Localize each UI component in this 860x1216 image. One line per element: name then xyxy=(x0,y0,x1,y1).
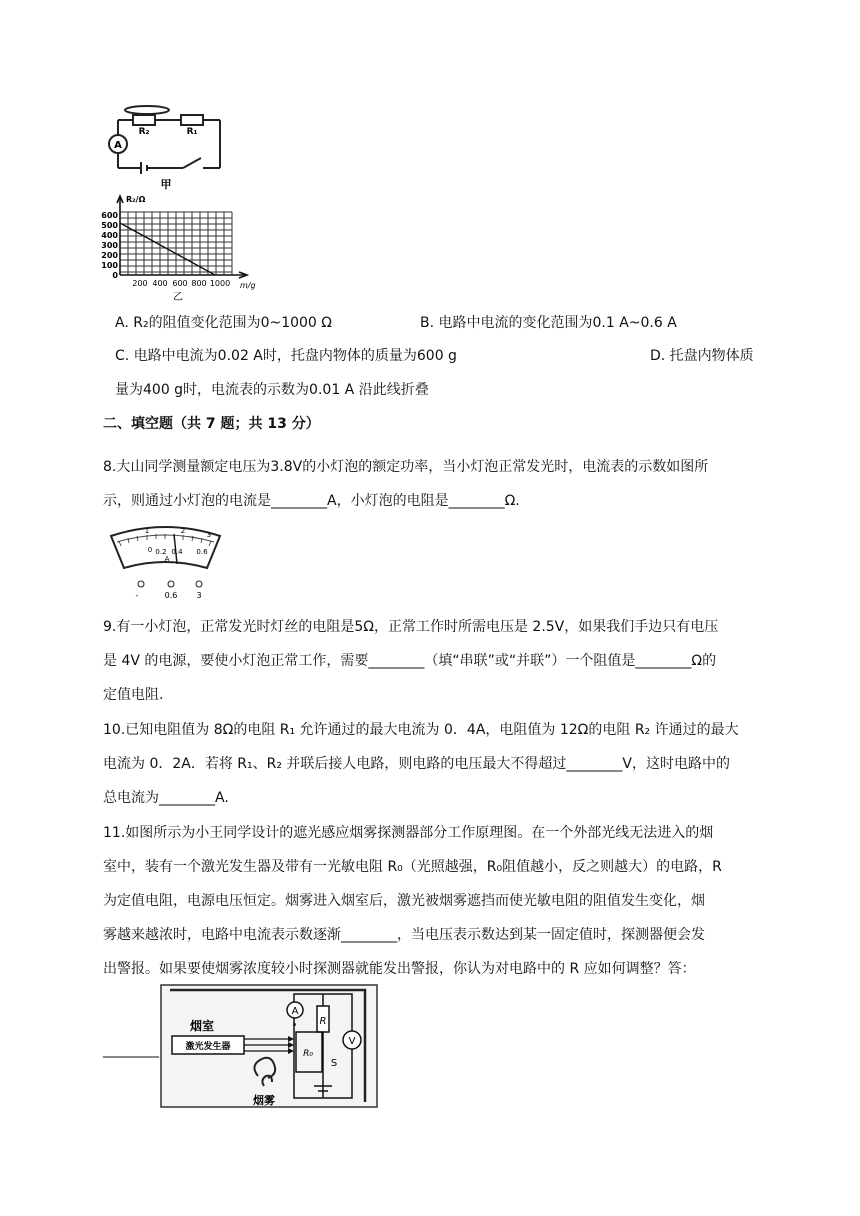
question-11-line: 雾越来越浓时，电路中电流表示数逐渐________，当电压表示数达到某一固定值时，探测器便会发 xyxy=(103,927,705,943)
y-tick: 0 xyxy=(112,271,118,280)
question-9-line: 定值电阻. xyxy=(103,687,164,703)
circuit-diagram-jia xyxy=(103,100,233,192)
caption-yi: 乙 xyxy=(173,292,183,303)
scale-bottom-0: 0 xyxy=(147,546,153,554)
scale-top-3: 3 xyxy=(206,531,212,539)
x-axis-label: m/g xyxy=(240,281,256,290)
question-10 xyxy=(103,713,758,815)
x-tick: 400 xyxy=(152,279,168,288)
r1-label: R₁ xyxy=(186,127,198,137)
scale-bottom-3: 0.6 xyxy=(196,548,208,556)
y-tick: 400 xyxy=(101,231,118,240)
question-9 xyxy=(103,610,758,712)
option-d: D. 托盘内物体质 xyxy=(650,348,754,364)
y-tick: 500 xyxy=(101,221,118,230)
option-d-continued: 量为400 g时，电流表的示数为0.01 A 沿此线折叠 xyxy=(115,382,429,398)
section-title: 二、填空题（共 7 题；共 13 分） xyxy=(103,416,320,432)
scale-top-2: 2 xyxy=(180,527,186,535)
scale-bottom-1: 0.2 xyxy=(155,548,167,556)
r-label: R xyxy=(319,1016,327,1027)
question-11-line: 为定值电阻，电源电压恒定。烟雾进入烟室后，激光被烟雾遮挡而使光敏电阻的阻值发生变化，烟 xyxy=(103,893,705,909)
option-b: B. 电路中电流的变化范围为0.1 A~0.6 A xyxy=(420,315,677,331)
option-c: C. 电路中电流为0.02 A时，托盘内物体的质量为600 g xyxy=(115,348,457,364)
x-tick: 200 xyxy=(132,279,148,288)
y-axis-label: R₂/Ω xyxy=(126,195,146,204)
terminal-3: 3 xyxy=(196,591,202,600)
graph-yi xyxy=(98,192,263,304)
r2-label: R₂ xyxy=(138,127,150,137)
terminal-0-6: 0.6 xyxy=(164,591,178,600)
y-tick: 200 xyxy=(101,251,118,260)
question-8 xyxy=(103,450,758,518)
question-11 xyxy=(103,816,758,986)
y-tick: 600 xyxy=(101,211,118,220)
laser-label: 激光发生器 xyxy=(185,1042,231,1052)
question-10-line: 10.已知电阻值为 8Ω的电阻 R₁ 允许通过的最大电流为 0．4A，电阻值为 12Ω的电阻 R₂ 许通过的最大 xyxy=(103,722,739,738)
scale-top-1: 1 xyxy=(144,527,150,535)
ammeter-label: A xyxy=(114,140,122,151)
option-a: A. R₂的阻值变化范围为0~1000 Ω xyxy=(115,315,332,331)
question-11-line: 出警报。如果要使烟雾浓度较小时探测器就能发出警报，你认为对电路中的 R 应如何调整？答： xyxy=(103,961,696,977)
question-9-line: 9.有一小灯泡，正常发光时灯丝的电阻是5Ω，正常工作时所需电压是 2.5V，如果我们手边只有电压 xyxy=(103,619,719,635)
question-8-line: 示，则通过小灯泡的电流是________A，小灯泡的电阻是________Ω. xyxy=(103,493,520,509)
terminal-minus: - xyxy=(135,591,139,600)
question-10-line: 电流为 0．2A．若将 R₁、R₂ 并联后接人电路，则电路的电压最大不得超过________V，这时电路中的 xyxy=(103,756,730,772)
smoke-label: 烟雾 xyxy=(253,1094,275,1107)
caption-jia: 甲 xyxy=(160,178,172,191)
x-tick: 600 xyxy=(172,279,188,288)
x-tick: 1000 xyxy=(209,279,231,288)
switch-label: S xyxy=(330,1058,338,1069)
answer-blank: ________ xyxy=(103,1042,159,1058)
y-tick: 100 xyxy=(101,261,118,270)
x-tick: 800 xyxy=(191,279,207,288)
question-9-line: 是 4V 的电源，要使小灯泡正常工作，需要________（填“串联”或“并联”）一个阻值是________Ω的 xyxy=(103,653,717,669)
ammeter-dial xyxy=(103,524,228,602)
room-label: 烟室 xyxy=(190,1019,215,1033)
ammeter-label: A xyxy=(291,1006,299,1017)
y-tick: 300 xyxy=(101,241,118,250)
r0-label: R₀ xyxy=(303,1049,313,1059)
question-10-line: 总电流为________A. xyxy=(103,790,229,806)
question-11-line: 11.如图所示为小王同学设计的遮光感应烟雾探测器部分工作原理图。在一个外部光线无法进入的烟 xyxy=(103,825,714,841)
unit-label: A xyxy=(164,555,170,563)
voltmeter-label: V xyxy=(348,1036,356,1047)
smoke-detector-diagram xyxy=(160,984,378,1108)
scale-bottom-2: 0.4 xyxy=(171,548,183,556)
question-11-line: 室中，装有一个激光发生器及带有一光敏电阻 R₀（光照越强，R₀阻值越小，反之则越大）的电路，R xyxy=(103,859,722,875)
question-8-line: 8.大山同学测量额定电压为3.8V的小灯泡的额定功率，当小灯泡正常发光时，电流表的示数如图所 xyxy=(103,459,709,475)
